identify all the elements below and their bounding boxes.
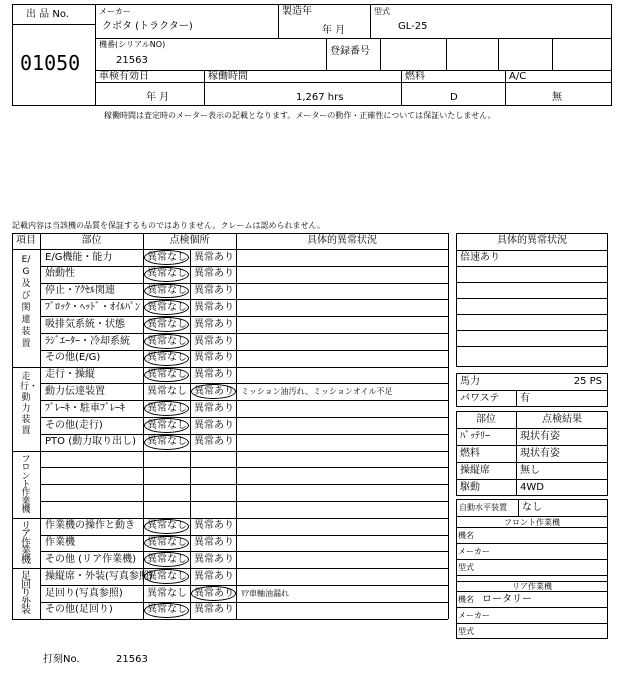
front-implement-header: フロント作業機 — [504, 518, 560, 527]
divider — [456, 607, 608, 608]
status-normal: 異常なし — [147, 352, 187, 364]
selected-status-circle — [144, 351, 189, 366]
group-label: 足回り外装 — [21, 571, 31, 617]
selected-status-circle — [144, 536, 189, 551]
serial-value: 21563 — [116, 55, 148, 66]
divider — [12, 249, 448, 250]
divider — [40, 467, 448, 468]
divider — [518, 499, 519, 516]
status-normal: 異常なし — [147, 385, 187, 397]
selected-status-circle — [144, 267, 189, 282]
result-value: 現状有姿 — [520, 431, 560, 442]
row-part-label: ﾗｼﾞｴｰﾀｰ・冷却系統 — [45, 335, 130, 347]
row-part-label: その他(走行) — [45, 419, 103, 431]
divider — [204, 70, 205, 106]
divider — [40, 233, 41, 619]
status-normal: 異常なし — [147, 318, 187, 330]
selected-status-circle — [144, 334, 189, 349]
status-normal: 異常なし — [147, 520, 187, 532]
status-abnormal: 異常あり — [194, 537, 234, 549]
group-label: フロント作業機 — [21, 454, 31, 516]
header-block — [12, 4, 612, 106]
divider — [456, 428, 608, 429]
col-header-item: 項目 — [16, 235, 36, 246]
selected-status-circle — [144, 300, 189, 315]
registration-label: 登録番号 — [330, 46, 370, 57]
divider — [40, 400, 448, 401]
status-abnormal: 異常あり — [194, 570, 234, 582]
year-unit: 年 月 — [322, 25, 346, 36]
selected-status-circle — [191, 586, 236, 601]
divider — [95, 70, 612, 71]
status-abnormal: 異常あり — [194, 318, 234, 330]
divider — [456, 527, 608, 528]
status-abnormal: 異常あり — [194, 268, 234, 280]
hours-label: 稼働時間 — [208, 71, 248, 82]
divider — [446, 38, 447, 70]
status-abnormal: 異常あり — [194, 352, 234, 364]
selected-status-circle — [144, 519, 189, 534]
selected-status-circle — [144, 552, 189, 567]
selected-status-circle — [144, 284, 189, 299]
power-value: 25 PS — [573, 376, 602, 387]
divider — [236, 233, 237, 619]
divider — [456, 314, 608, 315]
row-part-label: その他(E/G) — [45, 352, 101, 364]
selected-status-circle — [191, 384, 236, 399]
hours-note: 稼働時間は査定時のメーター表示の記載となります。メーターの動作・正確性については保証いたしません。 — [104, 111, 496, 120]
divider — [12, 24, 95, 25]
fuel-label: 燃料 — [405, 71, 425, 82]
result-value: 現状有姿 — [520, 448, 560, 459]
status-abnormal: 異常あり — [194, 419, 234, 431]
divider — [456, 479, 608, 480]
status-normal: 異常なし — [147, 537, 187, 549]
divider — [456, 282, 608, 283]
divider — [40, 350, 448, 351]
divider — [40, 535, 448, 536]
model-label: 型式 — [374, 7, 390, 16]
rear-name-label: 機名 — [458, 595, 474, 604]
status-normal: 異常なし — [147, 285, 187, 297]
divider — [12, 451, 448, 452]
stamp-label: 打刻No. — [43, 654, 80, 665]
status-normal: 異常なし — [147, 268, 187, 280]
ps-value: 有 — [520, 393, 530, 404]
group-label: E/G及び関連装置 — [21, 255, 31, 349]
hours-value: 1,267 hrs — [296, 92, 344, 103]
divider — [95, 4, 96, 106]
divider — [516, 390, 517, 407]
status-abnormal: 異常あり — [194, 385, 234, 397]
model-value: GL-25 — [398, 21, 428, 32]
divider — [456, 445, 608, 446]
group-label: 走行・動力装置 — [20, 371, 39, 436]
row-part-label: 足回り(写真参照) — [45, 587, 123, 599]
divider — [456, 330, 608, 331]
selected-status-circle — [144, 603, 189, 618]
divider — [40, 383, 448, 384]
divider — [401, 70, 402, 106]
divider — [456, 462, 608, 463]
result-part: ﾊﾞｯﾃﾘｰ — [460, 431, 490, 442]
selected-status-circle — [144, 569, 189, 584]
divider — [456, 591, 608, 592]
divider — [456, 623, 608, 624]
front-field-label: 機名 — [458, 531, 474, 540]
status-normal: 異常なし — [147, 570, 187, 582]
selected-status-circle — [144, 401, 189, 416]
divider — [12, 233, 13, 619]
divider — [143, 233, 144, 619]
divider — [40, 316, 448, 317]
front-field-label: メーカー — [458, 547, 490, 556]
front-field-label: 型式 — [458, 563, 474, 572]
row-part-label: 動力伝達装置 — [45, 385, 105, 397]
result-part-header: 部位 — [476, 414, 496, 425]
divider — [40, 585, 448, 586]
row-part-label: その他 (リア作業機) — [45, 553, 136, 565]
divider — [498, 38, 499, 70]
stamp-value: 21563 — [116, 654, 148, 665]
divider — [40, 602, 448, 603]
status-abnormal: 異常あり — [194, 604, 234, 616]
row-part-label: 作業機 — [45, 537, 75, 549]
detail-first: 倍速あり — [460, 252, 500, 263]
result-value: 4WD — [520, 482, 544, 493]
row-part-label: その他(足回り) — [45, 604, 113, 616]
status-abnormal: 異常あり — [194, 285, 234, 297]
maker-value: クボタ (トラクター) — [102, 21, 193, 32]
divider — [40, 551, 448, 552]
status-normal: 異常なし — [147, 587, 187, 599]
col-header-part: 部位 — [81, 235, 102, 246]
serial-label: 機番(シリアルNO) — [99, 40, 166, 49]
divider — [12, 367, 448, 368]
result-part: 操縦席 — [460, 465, 490, 476]
selected-status-circle — [144, 250, 189, 265]
ac-value: 無 — [552, 92, 562, 103]
row-detail: ミッション油汚れ、ミッションオイル不足 — [241, 386, 393, 396]
year-label: 製造年 — [282, 6, 312, 17]
row-part-label: 停止・ｱｸｾﾙ関連 — [45, 285, 115, 297]
fuel-value: D — [450, 92, 458, 103]
divider — [95, 82, 612, 83]
power-label: 馬力 — [460, 376, 480, 387]
selected-status-circle — [144, 317, 189, 332]
result-header: 点検結果 — [542, 414, 582, 425]
detail-header: 具体的異常状況 — [497, 235, 567, 246]
row-part-label: ﾌﾞﾛｯｸ・ﾍｯﾄﾞ・ｵｲﾙﾊﾟﾝ — [45, 301, 140, 313]
status-normal: 異常なし — [147, 369, 187, 381]
divider — [456, 266, 608, 267]
divider — [456, 575, 608, 576]
status-abnormal: 異常あり — [194, 251, 234, 263]
row-part-label: ﾌﾞﾚｰｷ・駐車ﾌﾞﾚｰｷ — [45, 402, 125, 414]
row-part-label: 始動性 — [45, 268, 75, 280]
row-part-label: 作業機の操作と動き — [45, 520, 135, 532]
lot-number: 01050 — [20, 51, 81, 75]
auto-level-label: 自動水平装置 — [459, 503, 507, 512]
divider — [190, 249, 191, 619]
inspection-label: 車検有効日 — [99, 71, 149, 82]
status-normal: 異常なし — [147, 335, 187, 347]
group-label: リア作業機 — [21, 520, 31, 566]
selected-status-circle — [144, 435, 189, 450]
rear-name-value: ロータリー — [482, 594, 532, 605]
divider — [456, 559, 608, 560]
status-abnormal: 異常あり — [194, 587, 234, 599]
row-part-label: 走行・操縦 — [45, 369, 95, 381]
result-value: 無し — [520, 465, 540, 476]
status-normal: 異常なし — [147, 436, 187, 448]
row-detail: ﾘｱ車軸油漏れ — [241, 588, 289, 598]
divider — [380, 38, 381, 70]
divider — [12, 619, 448, 620]
divider — [12, 233, 448, 234]
divider — [278, 4, 279, 38]
divider — [505, 70, 506, 106]
ac-label: A/C — [509, 71, 527, 82]
divider — [448, 233, 449, 619]
divider — [40, 501, 448, 502]
status-normal: 異常なし — [147, 553, 187, 565]
status-abnormal: 異常あり — [194, 335, 234, 347]
rear-maker-label: メーカー — [458, 611, 490, 620]
lot-label: 出 品 No. — [26, 9, 69, 20]
divider — [40, 417, 448, 418]
status-abnormal: 異常あり — [194, 553, 234, 565]
divider — [456, 516, 608, 517]
row-part-label: PTO (動力取り出し) — [45, 436, 136, 448]
divider — [40, 266, 448, 267]
divider — [40, 333, 448, 334]
status-abnormal: 異常あり — [194, 402, 234, 414]
divider — [12, 518, 448, 519]
divider — [456, 346, 608, 347]
result-part: 駆動 — [460, 482, 480, 493]
rear-model-label: 型式 — [458, 627, 474, 636]
status-normal: 異常なし — [147, 604, 187, 616]
ps-label: パワステ — [460, 393, 500, 404]
divider — [40, 484, 448, 485]
divider — [40, 299, 448, 300]
divider — [95, 38, 612, 39]
col-header-check: 点検個所 — [169, 235, 210, 246]
row-part-label: 吸排気系統・状態 — [45, 318, 125, 330]
status-normal: 異常なし — [147, 301, 187, 313]
status-normal: 異常なし — [147, 402, 187, 414]
divider — [40, 434, 448, 435]
disclaimer: 記載内容は当該機の品質を保証するものではありません。クレームは認められません。 — [12, 221, 325, 230]
status-normal: 異常なし — [147, 419, 187, 431]
divider — [40, 283, 448, 284]
inspection-unit: 年 月 — [146, 92, 170, 103]
status-abnormal: 異常あり — [194, 301, 234, 313]
selected-status-circle — [144, 418, 189, 433]
divider — [552, 38, 553, 70]
divider — [456, 250, 608, 251]
divider — [456, 390, 608, 391]
divider — [326, 38, 327, 70]
status-normal: 異常なし — [147, 251, 187, 263]
divider — [456, 298, 608, 299]
divider — [456, 543, 608, 544]
auto-level-value: なし — [522, 502, 542, 513]
result-part: 燃料 — [460, 448, 480, 459]
status-abnormal: 異常あり — [194, 436, 234, 448]
rear-implement-header: リア作業機 — [512, 582, 552, 591]
col-header-detail: 具体的異常状況 — [307, 235, 377, 246]
status-abnormal: 異常あり — [194, 520, 234, 532]
row-part-label: E/G機能・能力 — [45, 251, 113, 263]
maker-label: メーカー — [99, 7, 131, 16]
row-part-label: 操縦席・外装(写真参照) — [45, 570, 153, 582]
selected-status-circle — [144, 368, 189, 383]
divider — [370, 4, 371, 38]
status-abnormal: 異常あり — [194, 369, 234, 381]
divider — [12, 568, 448, 569]
